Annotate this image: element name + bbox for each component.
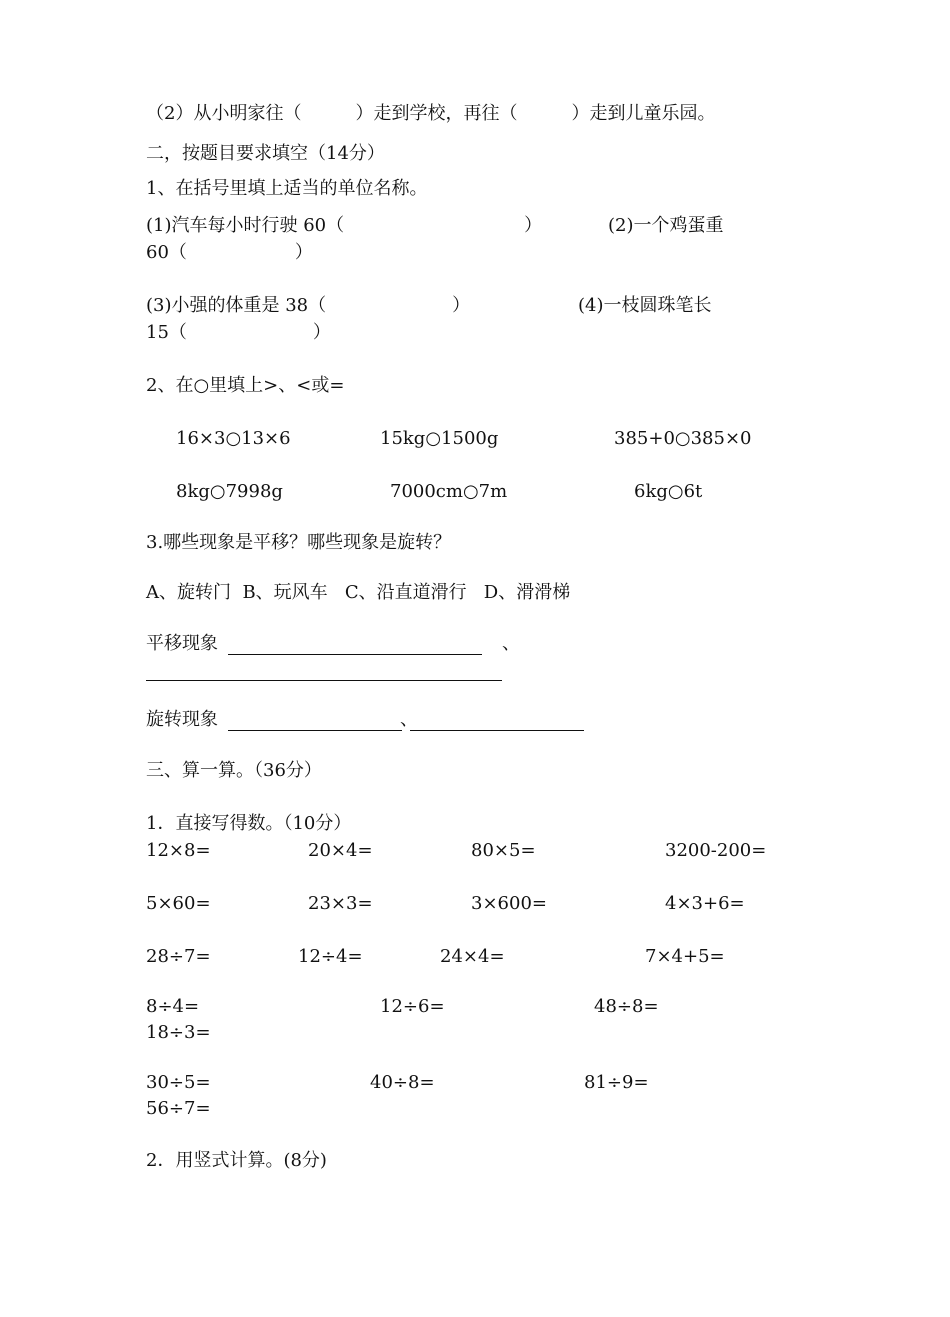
calc-item: 81÷9= xyxy=(584,1072,649,1093)
rotation-blank-2 xyxy=(410,730,584,731)
calc-item: 12÷4= xyxy=(298,946,363,967)
translation-label: 平移现象 xyxy=(146,633,218,654)
calc-item: 12×8= xyxy=(146,840,211,861)
s3-q2-title: 2．用竖式计算。(8分) xyxy=(146,1150,327,1171)
calc-item: 8÷4= xyxy=(146,996,200,1017)
compare-item: 16×3○13×6 xyxy=(176,428,291,449)
s2-q1-title: 1、在括号里填上适当的单位名称。 xyxy=(146,178,428,199)
s2-q1-item4: (4)一枝圆珠笔长 xyxy=(578,295,712,316)
rotation-label: 旋转现象 xyxy=(146,709,218,730)
rotation-separator: 、 xyxy=(400,709,418,730)
calc-item: 5×60= xyxy=(146,893,211,914)
calc-item: 12÷6= xyxy=(380,996,445,1017)
calc-item: 40÷8= xyxy=(370,1072,435,1093)
translation-blank-1 xyxy=(228,654,482,655)
compare-item: 15kg○1500g xyxy=(380,428,499,449)
compare-item: 7000cm○7m xyxy=(390,481,508,502)
calc-item: 28÷7= xyxy=(146,946,211,967)
s2-q3-title: 3.哪些现象是平移？哪些现象是旋转？ xyxy=(146,532,452,553)
compare-item: 8kg○7998g xyxy=(176,481,283,502)
translation-blank-2 xyxy=(146,680,502,681)
s3-q1-title: 1．直接写得数。（10分） xyxy=(146,813,352,834)
s2-q1-item2: (2)一个鸡蛋重 xyxy=(608,215,724,236)
q1-item2: （2）从小明家往（ ）走到学校，再往（ ）走到儿童乐园。 xyxy=(146,103,716,124)
section3-title: 三、算一算。（36分） xyxy=(146,760,322,781)
compare-item: 6kg○6t xyxy=(634,481,703,502)
calc-item: 18÷3= xyxy=(146,1022,211,1043)
s2-q3-options: A、旋转门 B、玩风车 C、沿直道滑行 D、滑滑梯 xyxy=(146,582,571,603)
s2-q1-item1: (1)汽车每小时行驶 60（ ） xyxy=(146,215,543,236)
calc-item: 24×4= xyxy=(440,946,505,967)
calc-item: 48÷8= xyxy=(594,996,659,1017)
s2-q1-item4-cont: 15（ ） xyxy=(146,322,331,343)
calc-item: 56÷7= xyxy=(146,1098,211,1119)
calc-item: 3200-200= xyxy=(665,840,767,861)
calc-item: 7×4+5= xyxy=(645,946,725,967)
rotation-blank-1 xyxy=(228,730,402,731)
calc-item: 80×5= xyxy=(471,840,536,861)
section2-title: 二，按题目要求填空（14分） xyxy=(146,143,385,164)
s2-q1-item2-cont: 60（ ） xyxy=(146,242,313,263)
s2-q2-title: 2、在○里填上>、<或= xyxy=(146,375,345,396)
s2-q1-item3: (3)小强的体重是 38（ ） xyxy=(146,295,471,316)
calc-item: 4×3+6= xyxy=(665,893,745,914)
calc-item: 20×4= xyxy=(308,840,373,861)
calc-item: 30÷5= xyxy=(146,1072,211,1093)
compare-item: 385+0○385×0 xyxy=(614,428,752,449)
calc-item: 23×3= xyxy=(308,893,373,914)
calc-item: 3×600= xyxy=(471,893,547,914)
translation-separator: 、 xyxy=(502,633,520,654)
